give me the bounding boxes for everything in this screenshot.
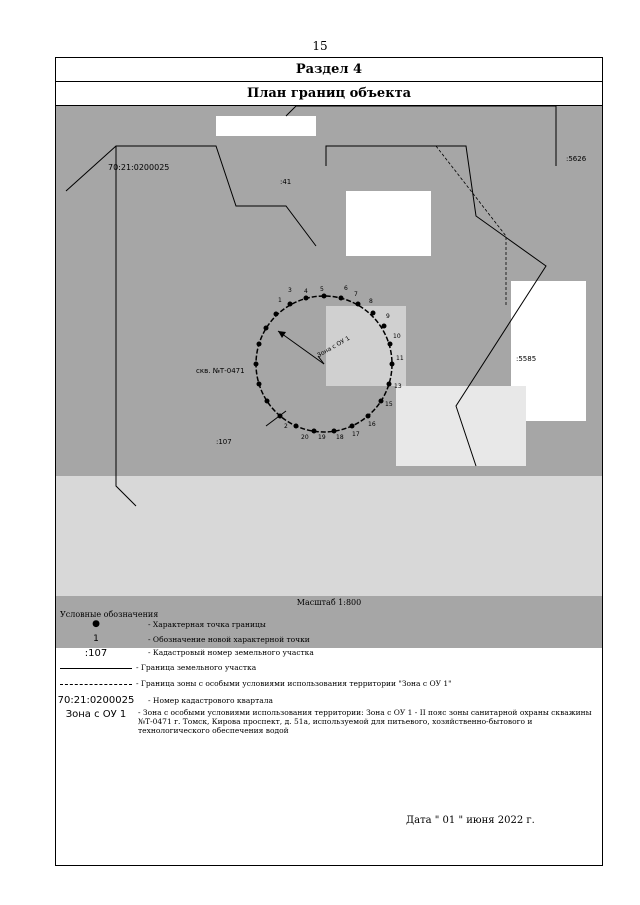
legend-parcel-line	[60, 668, 132, 669]
map-building-top	[216, 116, 316, 136]
legend-point-symbol: ●	[92, 619, 100, 629]
point-number: 9	[386, 313, 390, 320]
point-number: 15	[385, 401, 393, 408]
parcel-border-5	[436, 146, 506, 306]
point-number: 8	[369, 298, 373, 305]
point-marker	[278, 414, 283, 419]
point-marker	[388, 342, 393, 347]
radius-arrow	[278, 331, 286, 338]
zone-label: Зона с ОУ 1	[316, 334, 352, 360]
parcel-border-2	[116, 146, 136, 506]
point-marker	[254, 362, 259, 367]
parcel-label: :107	[216, 438, 232, 446]
legend-number-symbol: 1	[93, 634, 99, 644]
page-number: 15	[312, 39, 328, 53]
point-marker	[288, 302, 293, 307]
point-marker	[257, 342, 262, 347]
legend-block-symbol: 70:21:0200025	[57, 695, 135, 706]
legend-parcel-desc: - Граница земельного участка	[136, 663, 257, 672]
point-number: 11	[396, 355, 404, 362]
legend-zone-border-desc: - Граница зоны с особыми условиями использования территории "Зона с ОУ 1"	[136, 679, 452, 688]
point-number: 5	[320, 286, 324, 293]
point-number: 3	[288, 287, 292, 294]
radius-line	[278, 331, 324, 364]
point-number: 4	[304, 288, 308, 295]
parcel-label: :41	[280, 178, 292, 186]
document-date: Дата " 01 " июня 2022 г.	[406, 815, 535, 826]
point-marker	[339, 296, 344, 301]
document-frame	[55, 57, 603, 866]
point-number: 10	[393, 333, 401, 340]
point-number: 1	[278, 297, 282, 304]
point-marker	[265, 399, 270, 404]
section-title: Раздел 4	[56, 58, 602, 82]
point-number: 19	[318, 434, 326, 441]
point-marker	[379, 399, 384, 404]
point-marker	[350, 424, 355, 429]
legend-number-desc: - Обозначение новой характерной точки	[148, 635, 310, 644]
legend-block-desc: - Номер кадастрового квартала	[148, 696, 273, 705]
point-number: 13	[394, 383, 402, 390]
point-marker	[387, 382, 392, 387]
map-drawing	[56, 106, 602, 596]
legend-zone-symbol: Зона с ОУ 1	[65, 709, 127, 720]
point-marker	[366, 414, 371, 419]
legend-cadastral-symbol: :107	[84, 648, 108, 659]
well-label: скв. №Т-0471	[196, 367, 245, 375]
point-marker	[304, 296, 309, 301]
point-number: 17	[352, 431, 360, 438]
legend-zone-line	[60, 684, 132, 685]
point-number: 2	[284, 423, 288, 430]
point-marker	[274, 312, 279, 317]
point-number: 6	[344, 285, 348, 292]
point-marker	[332, 429, 337, 434]
parcel-label: :5585	[516, 355, 537, 363]
scale-label: Масштаб 1:800	[296, 598, 362, 607]
legend-title: Условные обозначения	[60, 610, 159, 619]
point-number: 20	[301, 434, 309, 441]
point-marker	[382, 324, 387, 329]
parcel-label: :5626	[566, 155, 587, 163]
block-label: 70:21:0200025	[108, 163, 170, 172]
legend-point-desc: - Характерная точка границы	[148, 620, 266, 629]
point-number: 18	[336, 434, 344, 441]
boundary-map	[56, 106, 602, 648]
legend-zone-desc: - Зона с особыми условиями использования территории: Зона с ОУ 1 - II пояс зоны санитарной охраны скважины №Т-0471 г. Томск, Кирова проспект, д. 51а, используемой для питьевого, хозяйственно-бытового и технологического обеспечения водой	[138, 708, 592, 735]
map-building-center	[346, 191, 431, 256]
point-marker	[264, 326, 269, 331]
point-marker	[390, 362, 395, 367]
point-marker	[371, 311, 376, 316]
point-number: 16	[368, 421, 376, 428]
point-marker	[356, 302, 361, 307]
legend-cadastral-desc: - Кадастровый номер земельного участка	[148, 648, 314, 657]
point-marker	[294, 424, 299, 429]
plan-title: План границ объекта	[56, 82, 602, 106]
point-marker	[312, 429, 317, 434]
parcel-border-1	[66, 146, 316, 246]
map-bottom-area	[56, 476, 602, 596]
point-number: 7	[354, 291, 358, 298]
point-marker	[322, 294, 327, 299]
point-marker	[257, 382, 262, 387]
